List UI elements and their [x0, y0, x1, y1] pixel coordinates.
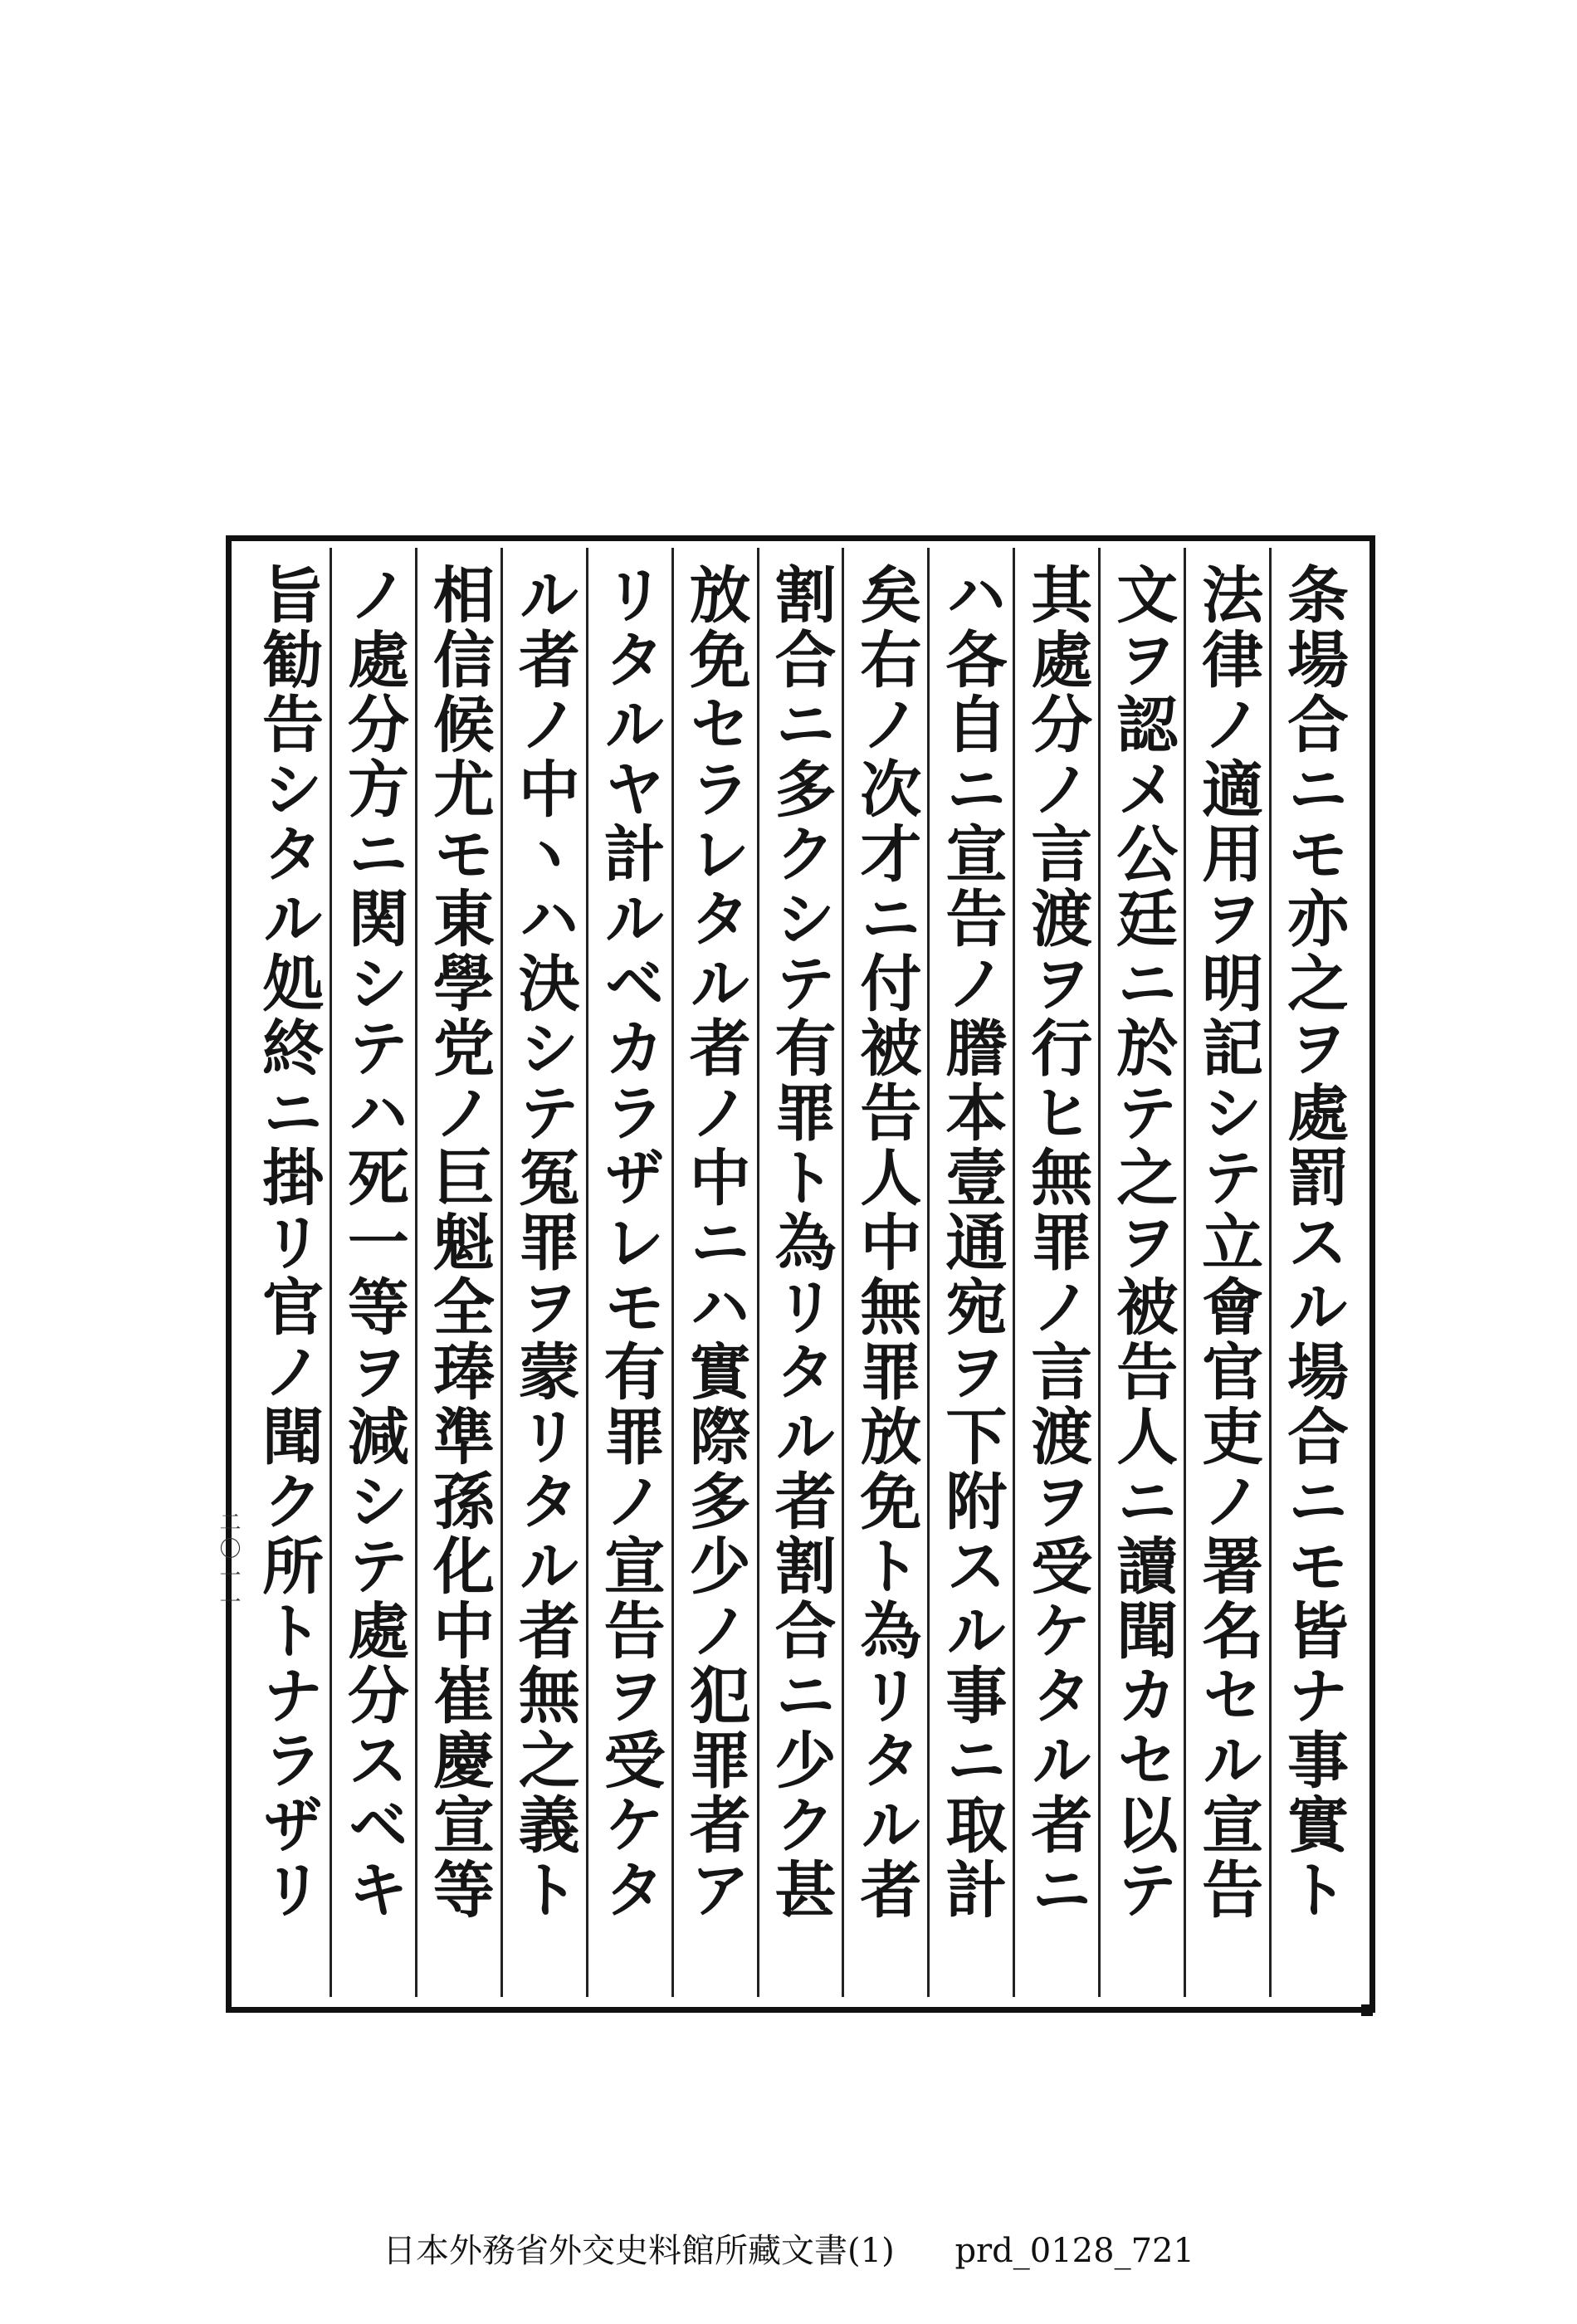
column-text: 相信候尤モ東學党ノ巨魁全琫準孫化中崔慶宣等	[422, 563, 495, 1922]
text-column	[330, 548, 415, 1997]
text-column	[757, 548, 842, 1997]
margin-page-note: 二〇一一	[216, 1511, 241, 1617]
text-columns	[247, 548, 1355, 1997]
text-column	[500, 548, 586, 1997]
text-column	[1098, 548, 1184, 1997]
archive-footer	[0, 2224, 1577, 2272]
column-text: 条場合ニモ亦之ヲ處罰スル場合ニモ皆ナ事實ト	[1277, 563, 1350, 1922]
column-text: ル者ノ中ヽハ決シテ冤罪ヲ蒙リタル者無之義ト	[508, 563, 580, 1922]
column-text: 放免セラレタル者ノ中ニハ實際多少ノ犯罪者ア	[679, 563, 751, 1922]
manuscript-frame	[226, 535, 1375, 2013]
document-id-label: prd_0128_721	[954, 2232, 1194, 2270]
column-text: ノ處分方ニ関シテハ死一等ヲ減シテ處分スベキ	[337, 563, 409, 1922]
corner-ink-mark	[1361, 2004, 1373, 2016]
column-text: ハ各自ニ宣告ノ謄本壹通宛ヲ下附スル事ニ取計	[935, 563, 1008, 1922]
text-column	[586, 548, 671, 1997]
text-column	[671, 548, 757, 1997]
text-column	[1184, 548, 1269, 1997]
column-text: 其處分ノ言渡ヲ行ヒ無罪ノ言渡ヲ受ケタル者ニ	[1021, 563, 1093, 1922]
column-text: 矣右ノ次才ニ付被告人中無罪放免ト為リタル者	[850, 563, 922, 1922]
text-column	[247, 548, 330, 1997]
text-column	[1269, 548, 1355, 1997]
text-column	[415, 548, 500, 1997]
column-text: 割合ニ多クシテ有罪ト為リタル者割合ニ少ク甚	[764, 563, 837, 1922]
column-text: 旨勧告シタル処終ニ掛リ官ノ聞ク所トナラザリ	[251, 563, 324, 1922]
column-text: 法律ノ適用ヲ明記シテ立會官吏ノ署名セル宣告	[1192, 563, 1264, 1922]
text-column	[927, 548, 1013, 1997]
archive-source-label: 日本外務省外交史料館所藏文書(1)	[383, 2232, 895, 2270]
column-text: 文ヲ認メ公廷ニ於テ之ヲ被告人ニ讀聞カセ以テ	[1106, 563, 1179, 1922]
column-text: リタルヤ計ルベカラザレモ有罪ノ宣告ヲ受ケタ	[593, 563, 666, 1922]
text-column	[842, 548, 927, 1997]
text-column	[1013, 548, 1098, 1997]
